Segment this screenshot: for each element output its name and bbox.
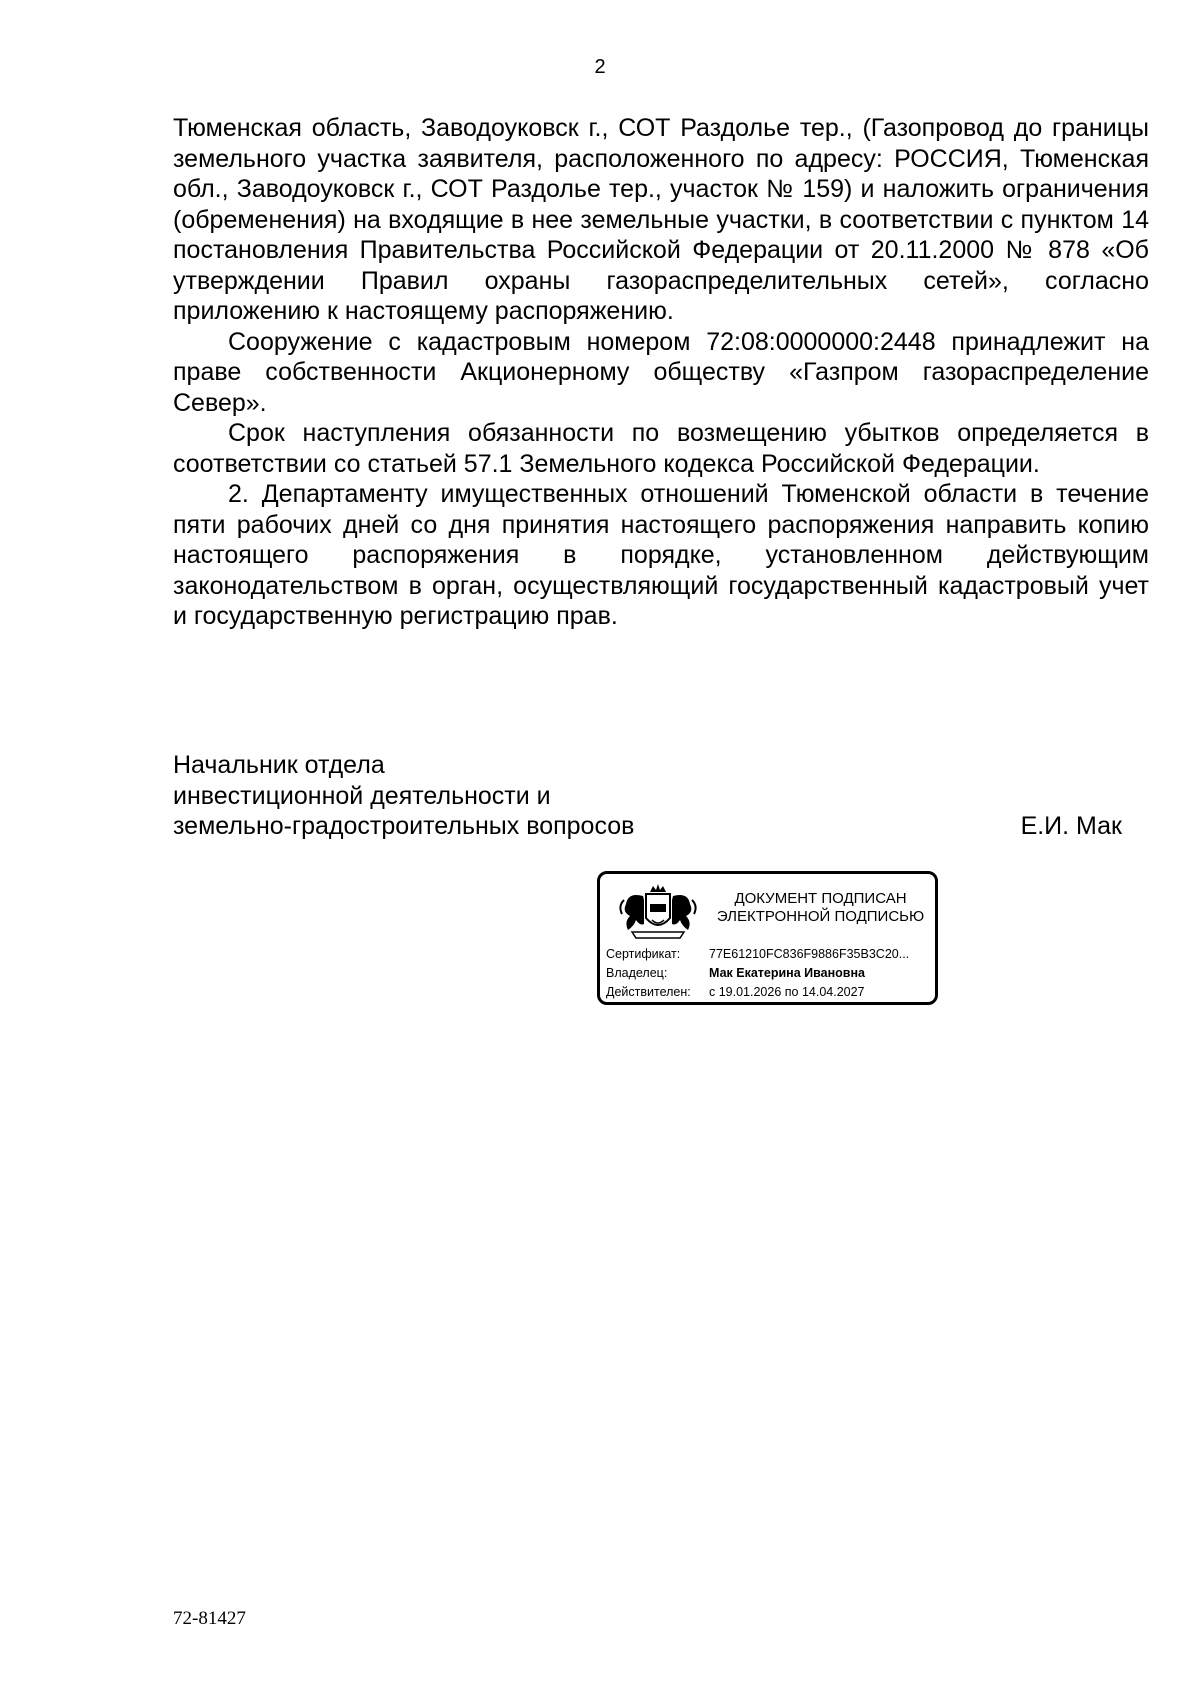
stamp-validity-row — [606, 983, 909, 1002]
validity-label: Действителен: — [606, 985, 691, 999]
stamp-title — [708, 890, 933, 926]
electronic-signature-stamp — [597, 871, 938, 1005]
paragraph-ownership: Сооружение с кадастровым номером 72:08:0000000:2448 принадлежит на праве собственности Акционерному обществу «Газпром газораспределение Север». — [173, 327, 1149, 417]
owner-value: Мак Екатерина Ивановна — [709, 966, 865, 980]
certificate-label: Сертификат: — [606, 947, 681, 961]
paragraph-item-2: 2. Департаменту имущественных отношений Тюменской области в течение пяти рабочих дней со дня принятия настоящего распоряжения направить копию настоящего распоряжения в порядке, установленном действующим законодательством в орган, осуществляющий государственный кадастровый учет и государственную регистрацию прав. — [173, 480, 1149, 630]
stamp-details — [606, 945, 909, 1002]
paragraph-continuation: Тюменская область, Заводоуковск г., СОТ Раздолье тер., (Газопровод до границы земельного участка заявителя, расположенного по адресу: РОССИЯ, Тюменская обл., Заводоуковск г., СОТ Раздолье тер., участок № 159) и наложить ограничения (обременения) на входящие в нее земельные участки, в соответствии с пунктом 14 постановления Правительства Российской Федерации от 20.11.2000 № 878 «Об утверждении Правил охраны газораспределительных сетей», согласно приложению к настоящему распоряжению. — [173, 114, 1149, 325]
signer-position-line: Начальник отдела — [173, 751, 385, 779]
coat-of-arms-icon — [610, 882, 706, 940]
stamp-owner-row — [606, 964, 909, 983]
signature-block — [173, 750, 1122, 842]
paragraph-damages-term: Срок наступления обязанности по возмещению убытков определяется в соответствии со статьей 57.1 Земельного кодекса Российской Федерации. — [173, 419, 1149, 478]
validity-value: с 19.01.2026 по 14.04.2027 — [709, 985, 865, 999]
stamp-title-line: ЭЛЕКТРОННОЙ ПОДПИСЬЮ — [716, 908, 925, 925]
page-number: 2 — [594, 56, 606, 78]
document-body — [173, 113, 1149, 632]
owner-label: Владелец: — [606, 966, 668, 980]
signer-name: Е.И. Мак — [1020, 812, 1122, 840]
signer-position-line: земельно-градостроительных вопросов — [173, 812, 635, 840]
document-code: 72-81427 — [173, 1608, 246, 1629]
stamp-certificate-row — [606, 945, 909, 964]
signer-position-line: инвестиционной деятельности и — [173, 781, 551, 810]
certificate-value: 77E61210FC836F9886F35B3C20... — [709, 947, 910, 961]
stamp-title-line: ДОКУМЕНТ ПОДПИСАН — [734, 890, 907, 907]
